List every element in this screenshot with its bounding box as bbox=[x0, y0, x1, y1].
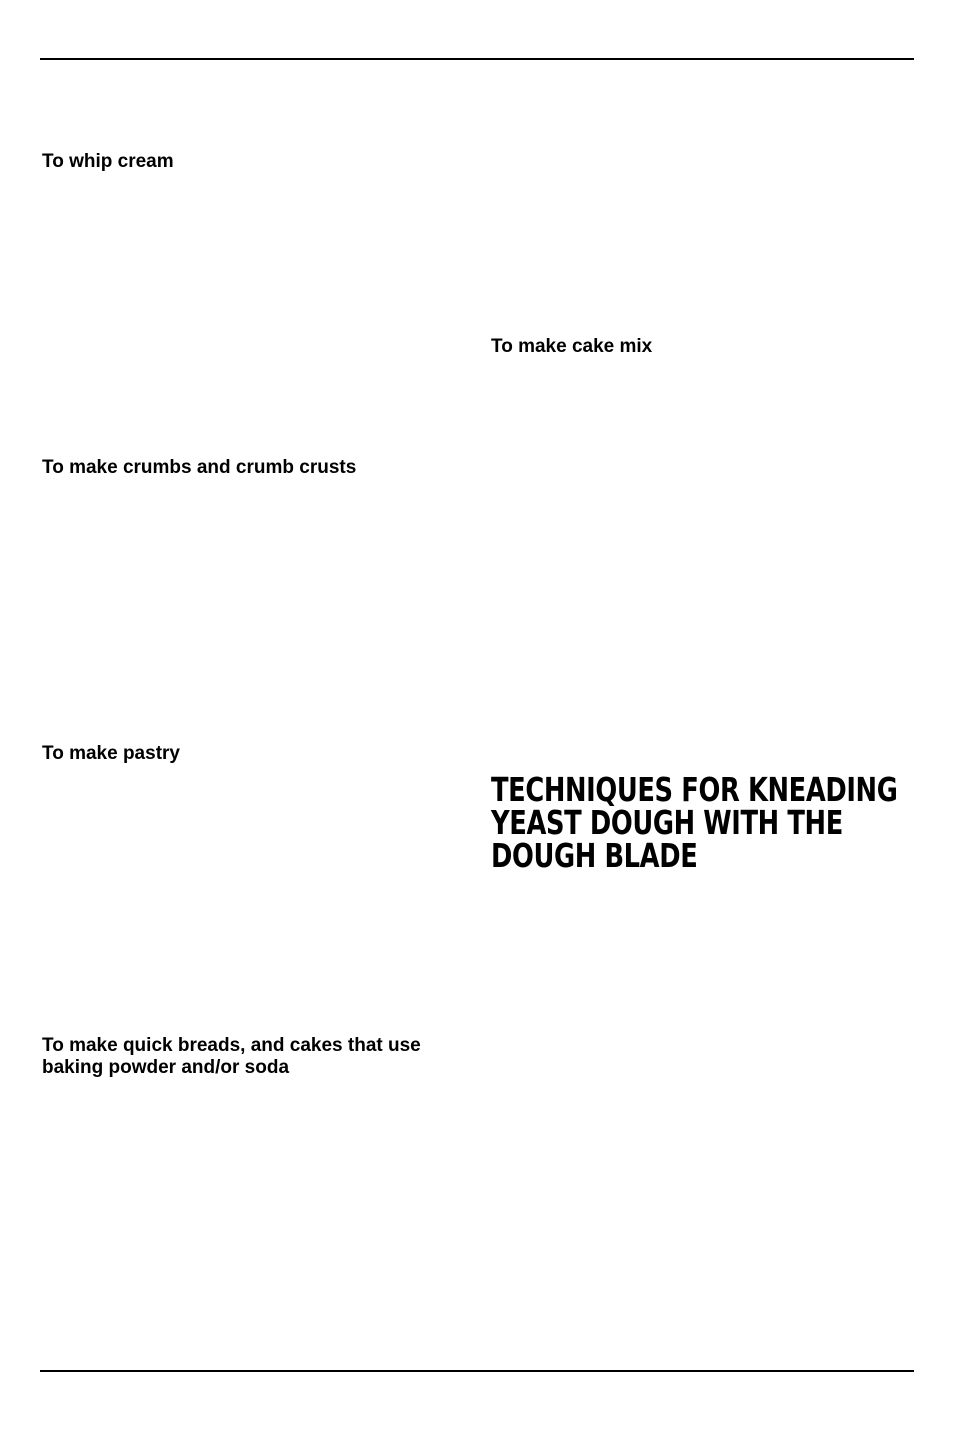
heading-quick-breads: To make quick breads, and cakes that use baking powder and/or soda bbox=[42, 1035, 421, 1078]
bottom-rule bbox=[40, 1370, 914, 1372]
heading-pastry: To make pastry bbox=[42, 743, 180, 764]
heading-crumbs: To make crumbs and crumb crusts bbox=[42, 457, 357, 478]
top-rule bbox=[40, 58, 914, 60]
heading-whip-cream: To whip cream bbox=[42, 151, 174, 172]
heading-cake-mix: To make cake mix bbox=[491, 336, 653, 357]
section-title-kneading: TECHNIQUES FOR KNEADING YEAST DOUGH WITH THE DOUGH BLADE bbox=[491, 770, 898, 875]
